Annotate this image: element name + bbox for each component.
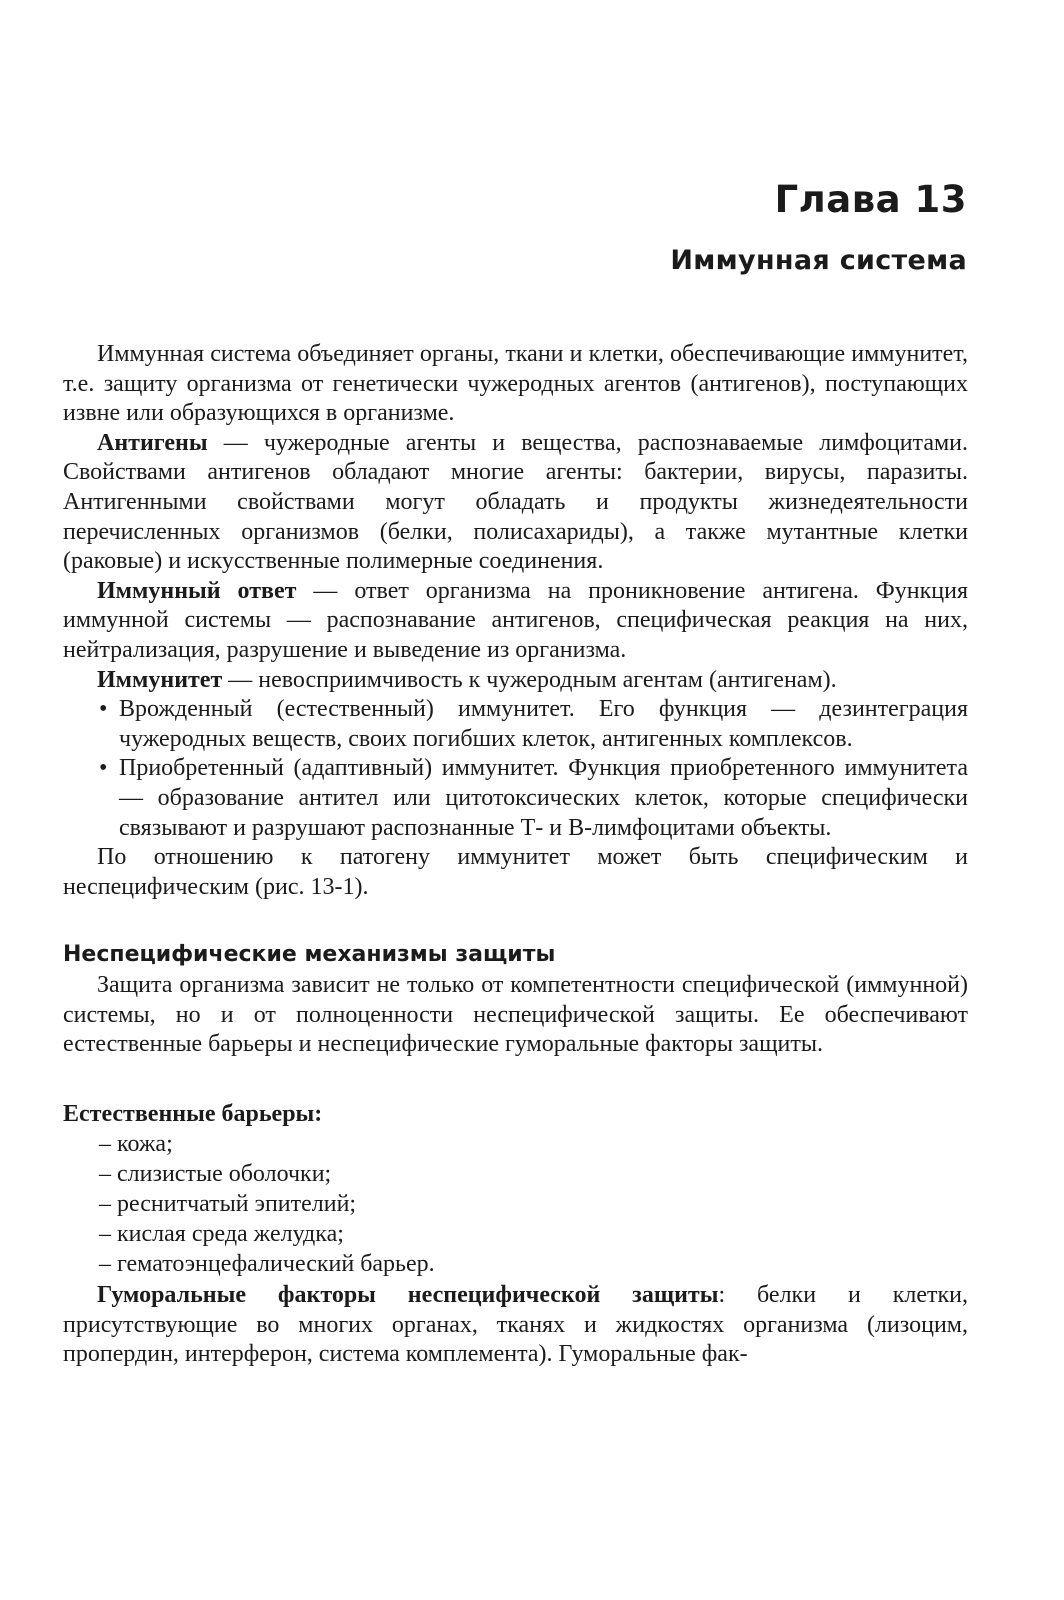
section-heading: Неспецифические механизмы защиты xyxy=(63,942,556,968)
chapter-title: Иммунная система xyxy=(670,245,967,276)
antigens-paragraph xyxy=(63,429,968,577)
list-item: – гематоэнцефалический барьер. xyxy=(99,1251,435,1278)
barriers-heading: Естественные барьеры: xyxy=(63,1101,323,1128)
antigens-definition: — чужеродные агенты и вещества, распознаваемые лимфоцитами. Свойствами антигенов обладают многие агенты: бактерии, вирусы, паразиты. Антигенными свойствами могут обладать и продукты жизнедеятельности перечисленных организмов (белки, полисахариды), а также мутантные клетки (раковые) и искусственные полимерные соединения. xyxy=(63,429,968,575)
immune-response-definition: — ответ организма на проникновение антигена. Функция иммунной системы — распознавание антигенов, специфическая реакция на них, нейтрализация, разрушение и выведение из организма. xyxy=(63,577,968,663)
list-item-text: Приобретенный (адаптивный) иммунитет. Функция приобретенного иммунитета — образование антител или цитотоксических клеток, которые специфически связывают и разрушают распознанные Т- и В-лимфоцитами объекты. xyxy=(119,755,968,841)
humoral-paragraph xyxy=(63,1281,968,1370)
list-item: – реснитчатый эпителий; xyxy=(99,1191,357,1218)
list-item-text: Врожденный (естественный) иммунитет. Его функция — дезинтеграция чужеродных веществ, своих погибших клеток, антигенных комплексов. xyxy=(119,696,968,752)
bullet-icon: • xyxy=(99,696,108,723)
humoral-term: Гуморальные факторы неспецифической защиты xyxy=(97,1282,719,1309)
nonspecific-paragraph: Защита организма зависит не только от компетентности специфической (иммунной) системы, но и от полноценности неспецифической защиты. Ее обеспечивают естественные барьеры и неспецифические гуморальные факторы защиты. xyxy=(63,972,968,1058)
chapter-body xyxy=(63,340,968,1370)
bullet-icon: • xyxy=(99,755,108,782)
list-item: – слизистые оболочки; xyxy=(99,1161,332,1188)
pathogen-paragraph: По отношению к патогену иммунитет может быть специфическим и неспецифическим (рис. 13-1). xyxy=(63,844,968,900)
barriers-list xyxy=(63,1129,968,1279)
list-item xyxy=(99,695,968,754)
list-item: – кожа; xyxy=(99,1131,173,1158)
intro-paragraph: Иммунная система объединяет органы, ткани и клетки, обеспечивающие иммунитет, т.е. защиту организма от генетически чужеродных агентов (антигенов), поступающих извне или образующихся в организме. xyxy=(63,341,968,427)
antigens-term: Антигены xyxy=(97,429,208,456)
list-item xyxy=(99,754,968,843)
immune-response-term: Иммунный ответ xyxy=(97,577,297,604)
humoral-definition: : белки и клетки, присутствующие во многих органах, тканях и жидкостях организма (лизоцим, пропердин, интерферон, система комплемента). Гуморальные фак- xyxy=(63,1282,968,1368)
immunity-term: Иммунитет xyxy=(97,666,223,693)
immunity-definition: — невосприимчивость к чужеродным агентам (антигенам). xyxy=(222,666,837,693)
chapter-number: Глава 13 xyxy=(774,178,967,221)
list-item: – кислая среда желудка; xyxy=(99,1221,344,1248)
immunity-paragraph xyxy=(63,666,968,696)
immune-response-paragraph xyxy=(63,577,968,666)
immunity-types-list xyxy=(63,695,968,843)
